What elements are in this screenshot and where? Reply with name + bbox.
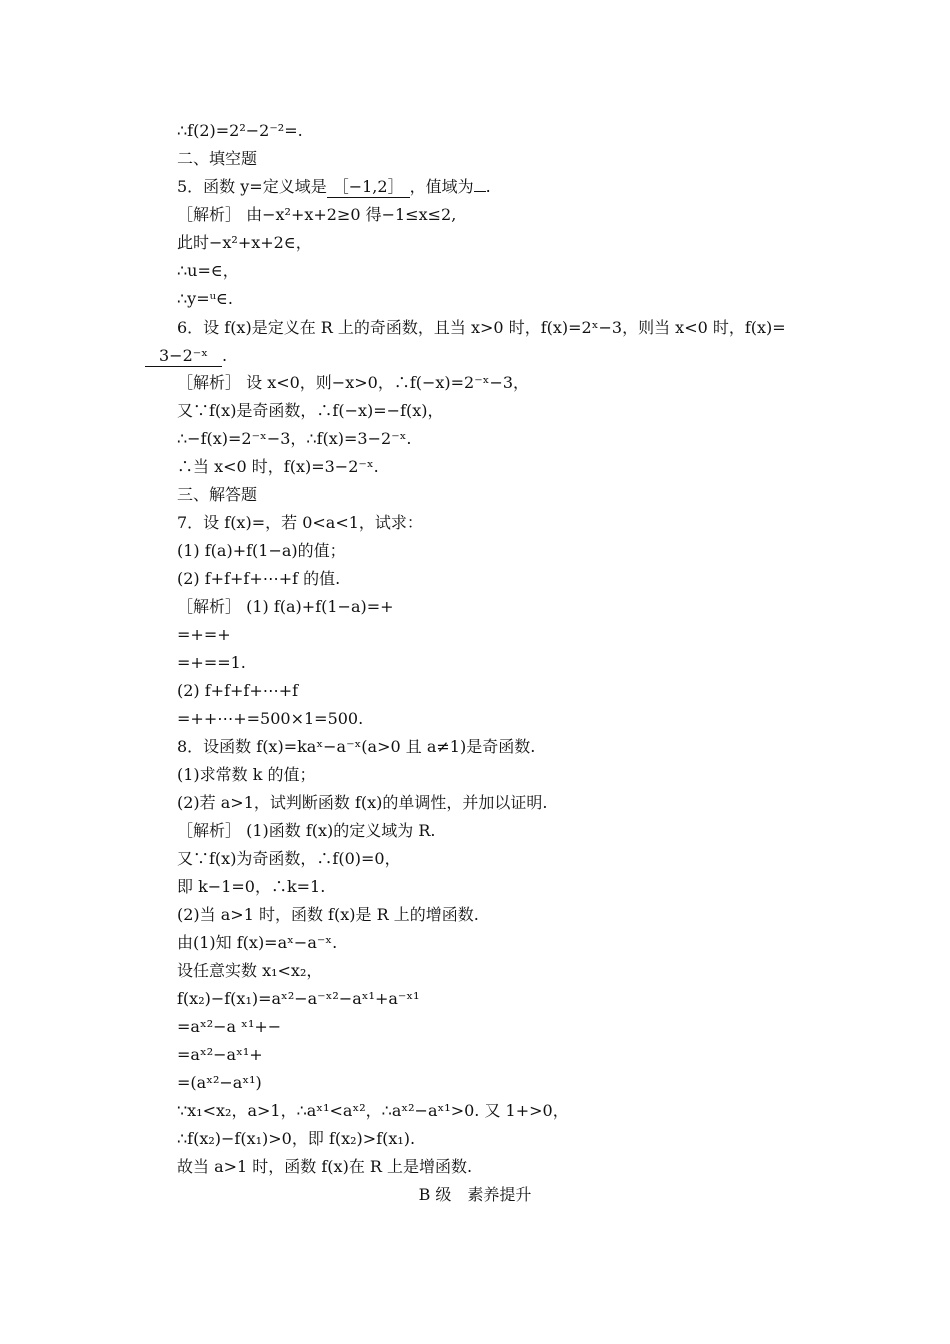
analysis-line: ［解析］ 由−x²+x+2≥0 得−1≤x≤2, <box>177 205 457 224</box>
question-7: 7．设 f(x)=，若 0<a<1，试求： <box>177 513 423 532</box>
text-line: =(aˣ²−aˣ¹) <box>177 1073 262 1092</box>
text-line: ∴当 x<0 时，f(x)=3−2⁻ˣ. <box>177 457 379 476</box>
answer-blank: 3−2⁻ˣ <box>145 346 222 367</box>
text-line: ∴−f(x)=2⁻ˣ−3，∴f(x)=3−2⁻ˣ. <box>177 429 412 448</box>
text-line: (1) f(a)+f(1−a)的值； <box>177 541 346 560</box>
section-footer-heading: B 级 素养提升 <box>418 1185 532 1204</box>
question-8: 8．设函数 f(x)=kaˣ−a⁻ˣ(a>0 且 a≠1)是奇函数. <box>177 737 536 756</box>
text-line: =++⋯+=500×1=500. <box>177 709 364 728</box>
empty-blank <box>474 191 486 192</box>
analysis-line: ［解析］ 设 x<0，则−x>0，∴f(−x)=2⁻ˣ−3， <box>177 373 530 392</box>
text-line: ∵x₁<x₂，a>1，∴aˣ¹<aˣ²，∴aˣ²−aˣ¹>0. 又 1+>0， <box>177 1101 569 1120</box>
text-line: 故当 a>1 时，函数 f(x)在 R 上是增函数. <box>177 1157 473 1176</box>
text-line: ∴u=∈， <box>177 261 239 280</box>
question-6: 6．设 f(x)是定义在 R 上的奇函数，且当 x>0 时，f(x)=2ˣ−3，则当 x<0 时，f(x)= <box>177 318 786 337</box>
text-line: =+==1. <box>177 653 246 672</box>
analysis-tag: ［解析］ <box>177 597 242 616</box>
text-line: (2) f+f+f+⋯+f <box>177 681 299 700</box>
analysis-tag: ［解析］ <box>177 373 242 392</box>
text-line: 又∵f(x)是奇函数，∴f(−x)=−f(x)， <box>177 401 444 420</box>
text-line: =+=+ <box>177 625 231 644</box>
text-line: 由(1)知 f(x)=aˣ−a⁻ˣ. <box>177 933 338 952</box>
text-line: (2)若 a>1，试判断函数 f(x)的单调性，并加以证明. <box>177 793 548 812</box>
text-line: 即 k−1=0，∴k=1. <box>177 877 326 896</box>
analysis-tag: ［解析］ <box>177 205 242 224</box>
answer-blank: ［−1,2］ <box>327 177 410 198</box>
text-line: f(x₂)−f(x₁)=aˣ²−a⁻ˣ²−aˣ¹+a⁻ˣ¹ <box>177 989 420 1008</box>
text-line: 又∵f(x)为奇函数，∴f(0)=0， <box>177 849 401 868</box>
text-line: (2) f+f+f+⋯+f 的值. <box>177 569 341 588</box>
section-heading: 二、填空题 <box>177 149 258 168</box>
question-6-answer: 3−2⁻ˣ . <box>145 346 227 367</box>
analysis-line: ［解析］ (1) f(a)+f(1−a)=+ <box>177 597 394 616</box>
text-line: ∴f(x₂)−f(x₁)>0，即 f(x₂)>f(x₁). <box>177 1129 416 1148</box>
text-line: =aˣ²−aˣ¹+ <box>177 1045 263 1064</box>
question-5: 5．函数 y=定义域是 ［−1,2］ ，值域为 . <box>177 177 491 196</box>
text-line: ∴f(2)=2²−2⁻²=. <box>177 121 303 140</box>
text-line: 此时−x²+x+2∈， <box>177 233 312 252</box>
analysis-tag: ［解析］ <box>177 821 242 840</box>
text-line: =aˣ²−a ˣ¹+− <box>177 1017 282 1036</box>
text-line: ∴y=ᵘ∈. <box>177 289 233 308</box>
text-line: (2)当 a>1 时，函数 f(x)是 R 上的增函数. <box>177 905 479 924</box>
text-line: 设任意实数 x₁<x₂， <box>177 961 323 980</box>
analysis-line: ［解析］ (1)函数 f(x)的定义域为 R. <box>177 821 436 840</box>
section-heading: 三、解答题 <box>177 485 258 504</box>
text-line: (1)求常数 k 的值； <box>177 765 316 784</box>
